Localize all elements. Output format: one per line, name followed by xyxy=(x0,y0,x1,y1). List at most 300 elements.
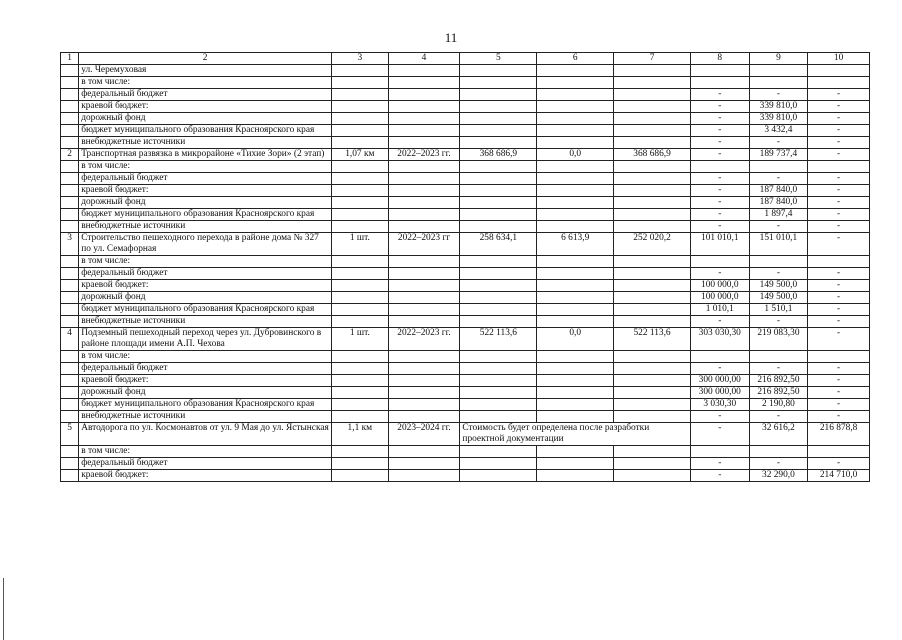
table-cell: 216 892,50 xyxy=(749,375,808,387)
table-cell xyxy=(332,446,389,458)
table-cell: 149 500,0 xyxy=(749,292,808,304)
table-cell xyxy=(537,363,614,375)
table-cell: 303 030,30 xyxy=(690,328,749,351)
table-cell xyxy=(614,280,691,292)
table-row xyxy=(61,446,870,458)
table-cell: - xyxy=(749,221,808,233)
table-cell xyxy=(537,458,614,470)
table-cell: 2022–2023 гг xyxy=(388,233,460,256)
table-cell: бюджет муниципального образования Красноярского края xyxy=(79,125,332,137)
table-cell xyxy=(388,209,460,221)
table-cell xyxy=(537,304,614,316)
table-cell: 1 510,1 xyxy=(749,304,808,316)
table-cell xyxy=(460,387,537,399)
table-cell xyxy=(460,137,537,149)
table-row xyxy=(61,256,870,268)
table-cell: - xyxy=(808,185,870,197)
table-cell: - xyxy=(690,470,749,482)
table-cell xyxy=(460,268,537,280)
table-cell xyxy=(460,316,537,328)
table-cell xyxy=(537,77,614,89)
table-cell xyxy=(537,375,614,387)
table-cell xyxy=(332,173,389,185)
table-row xyxy=(61,292,870,304)
table-cell xyxy=(614,77,691,89)
table-cell: 216 892,50 xyxy=(749,387,808,399)
table-cell xyxy=(332,351,389,363)
table-cell xyxy=(388,125,460,137)
table-cell xyxy=(332,470,389,482)
table-cell xyxy=(537,65,614,77)
table-cell: 100 000,0 xyxy=(690,280,749,292)
table-cell xyxy=(537,209,614,221)
table-cell xyxy=(388,185,460,197)
table-row xyxy=(61,77,870,89)
table-cell: - xyxy=(690,173,749,185)
table-cell xyxy=(61,173,79,185)
table-cell xyxy=(332,458,389,470)
table-cell: - xyxy=(808,387,870,399)
table-cell xyxy=(537,89,614,101)
table-cell xyxy=(537,173,614,185)
table-cell: федеральный бюджет xyxy=(79,363,332,375)
table-cell xyxy=(808,161,870,173)
table-cell xyxy=(388,316,460,328)
table-cell: бюджет муниципального образования Красноярского края xyxy=(79,209,332,221)
table-cell xyxy=(614,399,691,411)
table-cell: - xyxy=(808,209,870,221)
table-cell: в том числе: xyxy=(79,161,332,173)
table-cell xyxy=(61,77,79,89)
table-cell xyxy=(460,292,537,304)
table-row xyxy=(61,328,870,351)
table-cell xyxy=(61,316,79,328)
table-cell xyxy=(332,316,389,328)
table-cell: внебюджетные источники xyxy=(79,316,332,328)
table-cell: 2022–2023 гг. xyxy=(388,328,460,351)
header-cell: 7 xyxy=(614,53,691,65)
table-cell xyxy=(460,89,537,101)
table-cell xyxy=(61,399,79,411)
table-cell xyxy=(537,101,614,113)
table-row xyxy=(61,351,870,363)
header-cell: 8 xyxy=(690,53,749,65)
table-cell xyxy=(332,113,389,125)
table-cell xyxy=(690,256,749,268)
table-cell: 522 113,6 xyxy=(460,328,537,351)
table-cell xyxy=(614,197,691,209)
table-cell: 3 432,4 xyxy=(749,125,808,137)
table-cell xyxy=(388,280,460,292)
table-cell: 2 xyxy=(61,149,79,161)
table-cell xyxy=(460,411,537,423)
table-cell: 101 010,1 xyxy=(690,233,749,256)
table-cell: - xyxy=(749,316,808,328)
table-cell xyxy=(690,446,749,458)
table-cell xyxy=(537,197,614,209)
table-cell: дорожный фонд xyxy=(79,197,332,209)
table-cell xyxy=(537,292,614,304)
table-row xyxy=(61,125,870,137)
table-cell xyxy=(332,304,389,316)
table-cell: 1,1 км xyxy=(332,423,389,446)
table-cell: 2023–2024 гг. xyxy=(388,423,460,446)
table-cell: - xyxy=(749,89,808,101)
table-cell xyxy=(690,77,749,89)
table-cell xyxy=(614,268,691,280)
table-cell xyxy=(537,161,614,173)
table-cell xyxy=(332,375,389,387)
table-row xyxy=(61,101,870,113)
table-row xyxy=(61,89,870,101)
table-cell xyxy=(614,446,691,458)
table-cell xyxy=(460,173,537,185)
table-cell xyxy=(808,65,870,77)
table-cell xyxy=(388,89,460,101)
table-cell: краевой бюджет: xyxy=(79,375,332,387)
table-cell: в том числе: xyxy=(79,77,332,89)
table-cell: 2 190,80 xyxy=(749,399,808,411)
table-cell xyxy=(460,209,537,221)
table-cell xyxy=(460,256,537,268)
table-cell xyxy=(61,161,79,173)
table-cell xyxy=(537,387,614,399)
table-cell: - xyxy=(690,363,749,375)
table-cell xyxy=(332,363,389,375)
table-cell xyxy=(537,446,614,458)
table-row xyxy=(61,280,870,292)
table-cell: внебюджетные источники xyxy=(79,137,332,149)
table-cell: 32 616,2 xyxy=(749,423,808,446)
table-row xyxy=(61,65,870,77)
table-cell xyxy=(537,470,614,482)
table-row xyxy=(61,470,870,482)
table-cell: - xyxy=(808,316,870,328)
table-cell: ул. Черемуховая xyxy=(79,65,332,77)
table-cell: 214 710,0 xyxy=(808,470,870,482)
table-cell xyxy=(388,268,460,280)
table-cell: в том числе: xyxy=(79,256,332,268)
table-cell xyxy=(388,221,460,233)
table-cell: - xyxy=(690,316,749,328)
table-cell xyxy=(388,304,460,316)
table-cell xyxy=(614,304,691,316)
table-cell: Стоимость будет определена после разработки проектной документации xyxy=(460,423,691,446)
table-cell xyxy=(614,351,691,363)
header-cell: 9 xyxy=(749,53,808,65)
table-cell: Подземный пешеходный переход через ул. Дубровинского в районе площади имени А.П. Чехова xyxy=(79,328,332,351)
table-cell xyxy=(61,268,79,280)
table-cell xyxy=(460,280,537,292)
table-cell xyxy=(332,89,389,101)
table-cell: - xyxy=(749,411,808,423)
table-cell xyxy=(388,197,460,209)
table-cell xyxy=(808,77,870,89)
table-cell: - xyxy=(690,197,749,209)
table-cell: 100 000,0 xyxy=(690,292,749,304)
table-cell xyxy=(388,256,460,268)
table-cell: - xyxy=(808,411,870,423)
table-cell: 189 737,4 xyxy=(749,149,808,161)
table-cell xyxy=(614,65,691,77)
table-cell xyxy=(61,137,79,149)
table-cell xyxy=(332,268,389,280)
table-cell xyxy=(460,363,537,375)
table-cell: 258 634,1 xyxy=(460,233,537,256)
table-cell: внебюджетные источники xyxy=(79,221,332,233)
table-cell: в том числе: xyxy=(79,446,332,458)
table-row xyxy=(61,233,870,256)
table-cell: - xyxy=(808,292,870,304)
header-cell: 5 xyxy=(460,53,537,65)
table-cell: - xyxy=(808,268,870,280)
table-cell xyxy=(388,446,460,458)
table-cell: - xyxy=(808,304,870,316)
table-row xyxy=(61,113,870,125)
table-cell xyxy=(614,411,691,423)
table-cell xyxy=(388,399,460,411)
table-cell xyxy=(537,125,614,137)
table-cell: - xyxy=(808,125,870,137)
table-cell: 6 613,9 xyxy=(537,233,614,256)
table-cell: 368 686,9 xyxy=(460,149,537,161)
table-cell xyxy=(537,399,614,411)
table-cell xyxy=(537,316,614,328)
table-cell xyxy=(332,197,389,209)
table-cell xyxy=(460,446,537,458)
table-cell: 1,07 км xyxy=(332,149,389,161)
header-cell: 4 xyxy=(388,53,460,65)
table-cell: 339 810,0 xyxy=(749,101,808,113)
table-cell: 0,0 xyxy=(537,328,614,351)
table-cell xyxy=(460,470,537,482)
table-cell xyxy=(614,113,691,125)
table-cell xyxy=(61,185,79,197)
table-cell: - xyxy=(690,125,749,137)
table-cell xyxy=(61,363,79,375)
table-cell xyxy=(614,375,691,387)
table-cell xyxy=(332,209,389,221)
table-row xyxy=(61,197,870,209)
table-cell xyxy=(61,304,79,316)
table-cell: - xyxy=(690,411,749,423)
table-cell xyxy=(332,411,389,423)
table-cell xyxy=(388,351,460,363)
table-row xyxy=(61,387,870,399)
header-cell: 2 xyxy=(79,53,332,65)
table-cell: 3 xyxy=(61,233,79,256)
table-row xyxy=(61,304,870,316)
table-cell xyxy=(614,458,691,470)
table-cell: дорожный фонд xyxy=(79,113,332,125)
table-cell: - xyxy=(808,113,870,125)
table-cell xyxy=(460,304,537,316)
table-cell xyxy=(61,256,79,268)
table-cell: - xyxy=(808,149,870,161)
table-cell: - xyxy=(808,221,870,233)
table-cell xyxy=(388,65,460,77)
table-cell: - xyxy=(808,137,870,149)
table-cell xyxy=(388,292,460,304)
table-cell: 187 840,0 xyxy=(749,197,808,209)
table-cell: - xyxy=(808,375,870,387)
table-cell xyxy=(460,221,537,233)
table-cell: - xyxy=(690,101,749,113)
table-cell xyxy=(614,185,691,197)
table-cell xyxy=(61,375,79,387)
table-row xyxy=(61,173,870,185)
table-cell xyxy=(537,185,614,197)
table-cell: 5 xyxy=(61,423,79,446)
table-cell: 1 шт. xyxy=(332,233,389,256)
table-cell xyxy=(460,65,537,77)
table-cell xyxy=(749,161,808,173)
table-cell xyxy=(537,351,614,363)
table-cell: краевой бюджет: xyxy=(79,280,332,292)
table-cell: федеральный бюджет xyxy=(79,458,332,470)
table-cell: - xyxy=(808,101,870,113)
table-cell: - xyxy=(690,458,749,470)
table-cell xyxy=(61,113,79,125)
table-cell: - xyxy=(749,363,808,375)
table-cell xyxy=(537,256,614,268)
table-cell: - xyxy=(808,363,870,375)
table-cell xyxy=(61,89,79,101)
table-cell: 368 686,9 xyxy=(614,149,691,161)
table-cell xyxy=(332,221,389,233)
table-cell: - xyxy=(808,233,870,256)
table-cell xyxy=(61,125,79,137)
table-cell: - xyxy=(808,173,870,185)
table-cell xyxy=(388,101,460,113)
table-cell: - xyxy=(690,268,749,280)
table-cell: 151 010,1 xyxy=(749,233,808,256)
table-cell xyxy=(61,387,79,399)
table-cell xyxy=(537,221,614,233)
table-cell xyxy=(388,173,460,185)
table-cell: краевой бюджет: xyxy=(79,185,332,197)
table-cell xyxy=(388,470,460,482)
table-cell xyxy=(808,351,870,363)
table-row xyxy=(61,137,870,149)
table-cell xyxy=(614,89,691,101)
table-cell xyxy=(460,351,537,363)
table-cell xyxy=(388,411,460,423)
table-cell xyxy=(690,351,749,363)
table-cell: 339 810,0 xyxy=(749,113,808,125)
table-cell xyxy=(388,458,460,470)
table-cell xyxy=(61,197,79,209)
table-cell: Строительство пешеходного перехода в районе дома № 327 по ул. Семафорная xyxy=(79,233,332,256)
table-cell xyxy=(808,256,870,268)
table-cell xyxy=(749,77,808,89)
table-cell xyxy=(614,387,691,399)
table-cell xyxy=(614,209,691,221)
table-cell xyxy=(614,470,691,482)
table-cell xyxy=(388,137,460,149)
table-cell: внебюджетные источники xyxy=(79,411,332,423)
table-cell xyxy=(749,446,808,458)
table-cell: 1 шт. xyxy=(332,328,389,351)
table-cell xyxy=(61,351,79,363)
header-cell: 10 xyxy=(808,53,870,65)
table-cell: 187 840,0 xyxy=(749,185,808,197)
table-cell: - xyxy=(690,89,749,101)
table-cell: - xyxy=(690,221,749,233)
table-row xyxy=(61,268,870,280)
table-cell xyxy=(537,113,614,125)
table-cell: - xyxy=(808,197,870,209)
table-cell xyxy=(388,363,460,375)
table-row xyxy=(61,185,870,197)
table-cell: 300 000,00 xyxy=(690,387,749,399)
table-cell: 1 897,4 xyxy=(749,209,808,221)
table-cell: - xyxy=(808,399,870,411)
header-cell: 6 xyxy=(537,53,614,65)
table-cell xyxy=(61,446,79,458)
page-number: 11 xyxy=(444,30,458,45)
table-cell xyxy=(332,387,389,399)
table-row xyxy=(61,161,870,173)
table-cell: федеральный бюджет xyxy=(79,173,332,185)
table-cell xyxy=(537,280,614,292)
table-cell: краевой бюджет: xyxy=(79,101,332,113)
table-cell xyxy=(614,125,691,137)
table-cell xyxy=(388,113,460,125)
margin-line xyxy=(3,578,4,640)
table-cell: Транспортная развязка в микрорайоне «Тихие Зори» (2 этап) xyxy=(79,149,332,161)
table-cell xyxy=(388,77,460,89)
table-cell: - xyxy=(808,458,870,470)
table-cell: - xyxy=(808,89,870,101)
table-row xyxy=(61,149,870,161)
table-cell xyxy=(332,125,389,137)
table-cell xyxy=(61,292,79,304)
table-row xyxy=(61,375,870,387)
table-cell xyxy=(388,161,460,173)
table-cell xyxy=(388,387,460,399)
table-cell: федеральный бюджет xyxy=(79,89,332,101)
table-cell: - xyxy=(690,149,749,161)
table-cell: - xyxy=(749,173,808,185)
table-cell xyxy=(332,77,389,89)
table-cell xyxy=(749,65,808,77)
table-cell: 219 083,30 xyxy=(749,328,808,351)
table-cell: - xyxy=(749,458,808,470)
table-cell: 252 020,2 xyxy=(614,233,691,256)
table-row xyxy=(61,458,870,470)
table-cell xyxy=(614,221,691,233)
table-cell: - xyxy=(690,423,749,446)
table-cell xyxy=(614,292,691,304)
table-cell xyxy=(61,65,79,77)
table-cell: бюджет муниципального образования Красноярского края xyxy=(79,304,332,316)
table-cell xyxy=(332,65,389,77)
table-cell: 32 290,0 xyxy=(749,470,808,482)
table-cell: - xyxy=(749,137,808,149)
table-cell: 216 878,8 xyxy=(808,423,870,446)
table-cell: - xyxy=(690,209,749,221)
table-cell xyxy=(749,351,808,363)
table-row xyxy=(61,209,870,221)
table-cell: 149 500,0 xyxy=(749,280,808,292)
table-cell xyxy=(614,173,691,185)
table-cell xyxy=(388,375,460,387)
table-cell xyxy=(460,101,537,113)
table-cell: - xyxy=(690,137,749,149)
table-cell xyxy=(460,77,537,89)
table-cell: - xyxy=(690,113,749,125)
